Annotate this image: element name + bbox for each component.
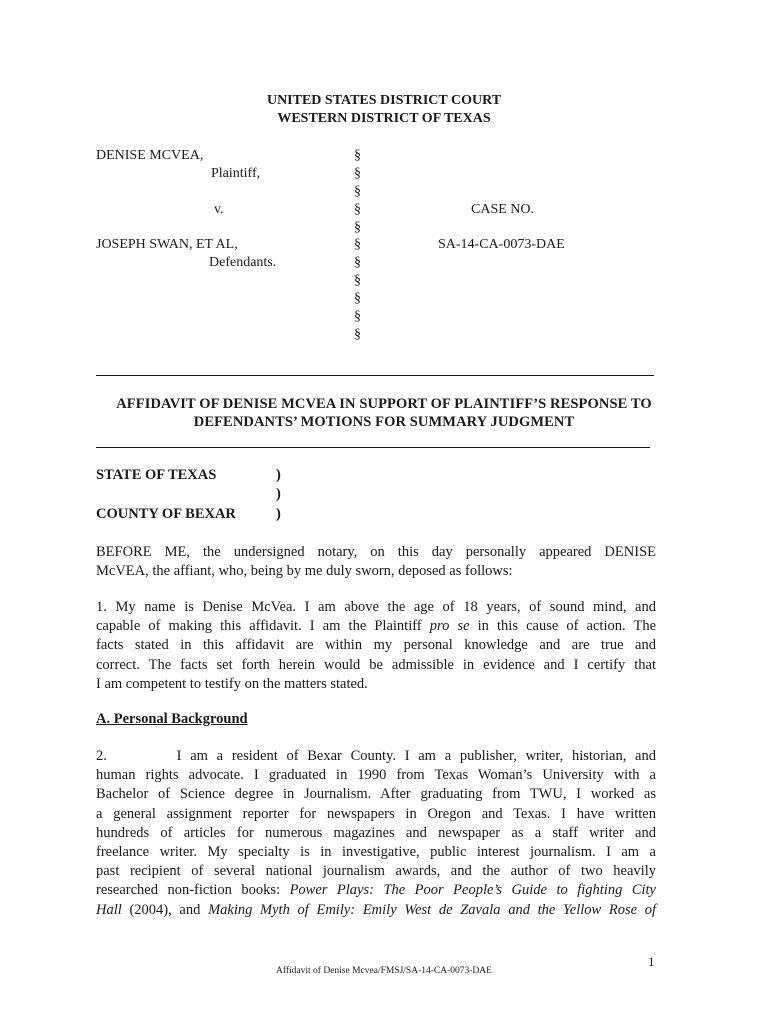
- text-line: hundreds of articles for numerous magazines and newspaper as a staff writer and: [96, 824, 656, 841]
- section-mark: §: [354, 220, 361, 235]
- affidavit-title: AFFIDAVIT OF DENISE MCVEA IN SUPPORT OF PLAINTIFF’S RESPONSE TO: [116, 396, 652, 412]
- text-run: researched non-fiction books:: [96, 882, 290, 899]
- section-mark: §: [354, 237, 361, 252]
- text-line: [96, 901, 656, 920]
- text-line: 1. My name is Denise McVea. I am above the age of 18 years, of sound mind, and: [96, 599, 656, 615]
- text-line: 2. I am a resident of Bexar County. I am a publisher, writer, historian, and: [96, 748, 656, 764]
- page-number: 1: [648, 954, 655, 969]
- venue-paren: ): [276, 467, 281, 483]
- text-run: (2004), and: [121, 901, 209, 918]
- case-label: CASE NO.: [471, 202, 535, 217]
- text-line: freelance writer. My specialty is in investigative, public interest journalism. I am a: [96, 844, 656, 861]
- text-run: capable of making this affidavit. I am the Plaintiff: [96, 618, 430, 635]
- text-line: Bachelor of Science degree in Journalism. After graduating from TWU, I worked as: [96, 786, 656, 803]
- text-line: facts stated in this affidavit are within my personal knowledge and are true and: [96, 637, 656, 654]
- defendant-name: JOSEPH SWAN, ET AL,: [96, 237, 238, 252]
- section-mark: §: [354, 327, 361, 342]
- section-mark: §: [354, 148, 361, 163]
- venue-county: COUNTY OF BEXAR: [96, 506, 236, 522]
- section-mark: §: [354, 255, 361, 270]
- section-mark: §: [354, 291, 361, 306]
- paragraph-2: [96, 747, 656, 920]
- text-line: human rights advocate. I graduated in 1990 from Texas Woman’s University with a: [96, 767, 656, 784]
- plaintiff-name: DENISE MCVEA,: [96, 148, 204, 163]
- book-title: Hall: [96, 901, 122, 918]
- intro-paragraph: [96, 543, 656, 581]
- venue-paren: ): [276, 506, 281, 522]
- section-mark: §: [354, 166, 361, 181]
- section-mark: §: [354, 202, 361, 217]
- versus-label: v.: [214, 202, 224, 217]
- italic-term: pro se: [429, 618, 470, 635]
- text-line: McVEA, the affiant, who, being by me duly sworn, deposed as follows:: [96, 563, 513, 580]
- text-line: a general assignment reporter for newspapers in Oregon and Texas. I have written: [96, 805, 656, 822]
- plaintiff-role: Plaintiff,: [211, 166, 261, 181]
- text-line: [96, 617, 656, 636]
- court-district: WESTERN DISTRICT OF TEXAS: [277, 111, 491, 126]
- venue-state: STATE OF TEXAS: [96, 467, 217, 483]
- divider-rule: [96, 375, 654, 376]
- venue-paren: ): [276, 486, 281, 502]
- defendant-role: Defendants.: [209, 255, 277, 270]
- case-number: SA-14-CA-0073-DAE: [438, 237, 565, 252]
- section-mark: §: [354, 273, 361, 288]
- section-heading: A. Personal Background: [96, 711, 248, 727]
- text-line: BEFORE ME, the undersigned notary, on this day personally appeared DENISE: [96, 544, 656, 560]
- text-line: past recipient of several national journalism awards, and the author of two heavily: [96, 863, 656, 880]
- book-title: Power Plays: The Poor People’s Guide to fighting City: [289, 882, 656, 899]
- text-line: correct. The facts set forth herein would be admissible in evidence and I certify that: [96, 656, 656, 673]
- text-line: [96, 881, 656, 900]
- section-mark: §: [354, 309, 361, 324]
- divider-rule: [96, 447, 650, 448]
- text-run: in this cause of action. The: [469, 618, 657, 635]
- book-title: Making Myth of Emily: Emily West de Zavala and the Yellow Rose of: [208, 901, 657, 918]
- section-mark: §: [354, 184, 361, 199]
- court-name: UNITED STATES DISTRICT COURT: [266, 93, 502, 108]
- footer-citation: Affidavit of Denise Mcvea/FMSJ/SA-14-CA-0073-DAE: [276, 966, 492, 976]
- paragraph-1: [96, 598, 656, 694]
- text-line: I am competent to testify on the matters stated.: [96, 675, 368, 692]
- affidavit-title-continued: DEFENDANTS’ MOTIONS FOR SUMMARY JUDGMENT: [193, 414, 575, 430]
